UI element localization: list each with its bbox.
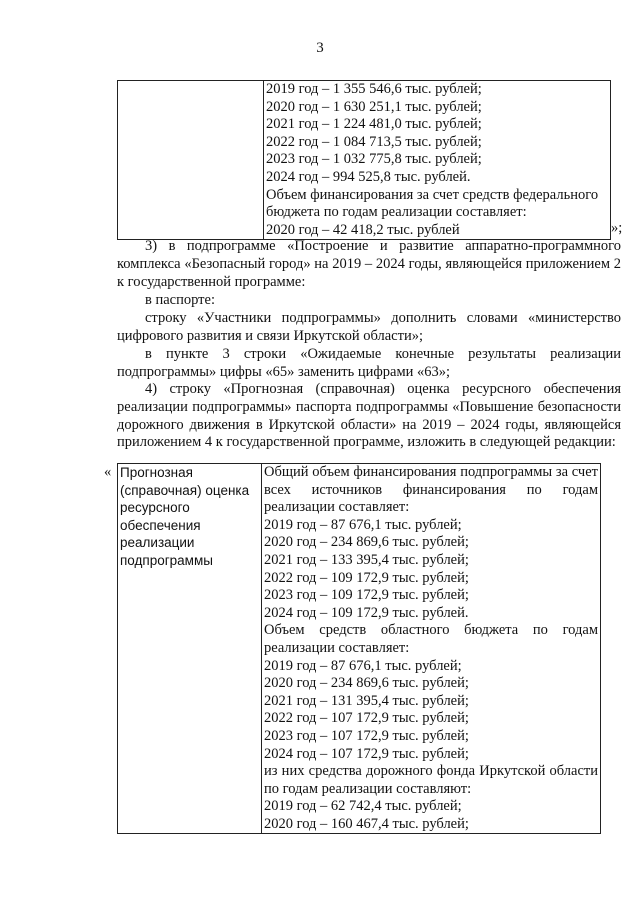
row-label-line: ресурсного [120, 500, 190, 516]
total-funding-line: 2019 год – 87 676,1 тыс. рублей; [264, 516, 462, 533]
total-funding-line: 2023 год – 109 172,9 тыс. рублей; [264, 587, 469, 604]
total-funding-line: 2020 год – 234 869,6 тыс. рублей; [264, 534, 469, 551]
regional-budget-line: 2023 год – 107 172,9 тыс. рублей; [264, 727, 469, 744]
funding-line: 2024 год – 994 525,8 тыс. рублей. [266, 168, 471, 185]
funding-line: 2020 год – 42 418,2 тыс. рублей [266, 221, 460, 238]
federal-budget-intro: Объем финансирования за счет средств федерального бюджета по годам реализации составляет: [266, 186, 599, 221]
total-funding-intro: Общий объем финансирования подпрограммы за счет всех источников финансирования по годам реализации составляет: [264, 464, 598, 516]
row-label-cell [118, 464, 262, 834]
total-funding-line: 2022 год – 109 172,9 тыс. рублей; [264, 569, 469, 586]
funding-line: 2020 год – 1 630 251,1 тыс. рублей; [266, 98, 482, 115]
paragraph-passport: в паспорте: [145, 292, 215, 308]
paragraph-3: 3) в подпрограмме «Построение и развитие аппаратно-программного комплекса «Безопасный город» на 2019 – 2024 годы, являющейся приложением 2 к государственной программе: [117, 238, 621, 290]
row-label-line: обеспечения [120, 517, 201, 533]
funding-line: 2019 год – 1 355 546,6 тыс. рублей; [266, 81, 482, 97]
row-label-line: (справочная) оценка [120, 482, 250, 498]
funding-details-cell [262, 464, 601, 834]
road-fund-intro: из них средства дорожного фонда Иркутской области по годам реализации составляют: [264, 763, 598, 797]
road-fund-line: 2020 год – 160 467,4 тыс. рублей; [264, 815, 469, 832]
regional-budget-line: 2020 год – 234 869,6 тыс. рублей; [264, 675, 469, 692]
regional-budget-line: 2021 год – 131 395,4 тыс. рублей; [264, 692, 469, 709]
funding-line: 2023 год – 1 032 775,8 тыс. рублей; [266, 151, 482, 168]
funding-line: 2022 год – 1 084 713,5 тыс. рублей; [266, 133, 482, 150]
regional-budget-line: 2022 год – 107 172,9 тыс. рублей; [264, 710, 469, 727]
paragraph-point-3: в пункте 3 строки «Ожидаемые конечные результаты реализации подпрограммы» цифры «65» заменить цифрами «63»; [117, 346, 621, 380]
road-fund-line: 2019 год – 62 742,4 тыс. рублей; [264, 798, 462, 815]
empty-label-cell [118, 81, 264, 240]
funding-table-continued [117, 80, 611, 240]
paragraph-4: 4) строку «Прогнозная (справочная) оценка ресурсного обеспечения реализации подпрограммы» паспорта подпрограммы «Повышение безопасности дорожного движения в Иркутской области» на 2019 – 2024 годы, являющейся приложением 4 к государственной программе, изложить в следующей редакции: [117, 381, 621, 451]
regional-budget-intro: Объем средств областного бюджета по годам реализации составляет: [264, 622, 598, 656]
funding-values-cell [264, 81, 611, 240]
opening-quote: « [104, 464, 112, 480]
total-funding-line: 2021 год – 133 395,4 тыс. рублей; [264, 551, 469, 568]
funding-line: 2021 год – 1 224 481,0 тыс. рублей; [266, 116, 482, 133]
row-label-line: подпрограммы [120, 552, 213, 568]
page-number: 3 [316, 40, 324, 56]
paragraph-participants: строку «Участники подпрограммы» дополнить словами «министерство цифрового развития и связи Иркутской области»; [117, 310, 621, 344]
row-label-line: реализации [120, 535, 195, 551]
regional-budget-line: 2019 год – 87 676,1 тыс. рублей; [264, 657, 462, 674]
total-funding-line: 2024 год – 109 172,9 тыс. рублей. [264, 604, 469, 621]
closing-quote: »; [611, 220, 623, 236]
row-label-line: Прогнозная [120, 465, 193, 480]
resource-estimate-table [117, 463, 601, 834]
regional-budget-line: 2024 год – 107 172,9 тыс. рублей; [264, 745, 469, 762]
